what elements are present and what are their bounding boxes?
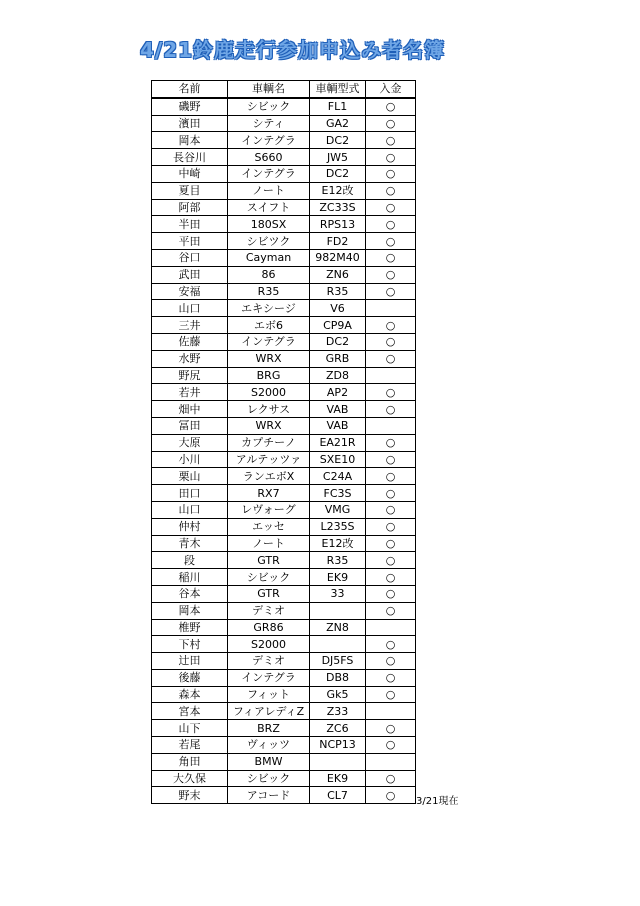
cell-name: 磯野 <box>152 98 228 115</box>
cell-car: ヴィッツ <box>228 737 310 754</box>
table-row <box>152 518 416 535</box>
cell-model: RPS13 <box>310 216 366 233</box>
cell-name: 夏目 <box>152 182 228 199</box>
table-row <box>152 636 416 653</box>
table-row <box>152 703 416 720</box>
cell-paid: ○ <box>366 401 416 418</box>
cell-model: E12改 <box>310 535 366 552</box>
cell-paid: ○ <box>366 216 416 233</box>
page-title: 4/21鈴鹿走行参加申込み者名簿 <box>140 38 446 62</box>
table-row <box>152 552 416 569</box>
cell-paid: ○ <box>366 787 416 804</box>
cell-name: 長谷川 <box>152 149 228 166</box>
cell-model: EK9 <box>310 569 366 586</box>
cell-model: DJ5FS <box>310 653 366 670</box>
cell-paid: ○ <box>366 317 416 334</box>
cell-name: 若尾 <box>152 737 228 754</box>
cell-name: 辻田 <box>152 653 228 670</box>
cell-car: インテグラ <box>228 132 310 149</box>
cell-model: 982M40 <box>310 249 366 266</box>
table-row <box>152 165 416 182</box>
cell-paid: ○ <box>366 350 416 367</box>
table-row <box>152 249 416 266</box>
cell-name: 岡本 <box>152 602 228 619</box>
table-row <box>152 602 416 619</box>
cell-paid: ○ <box>366 249 416 266</box>
cell-name: 小川 <box>152 451 228 468</box>
table-row <box>152 132 416 149</box>
cell-paid <box>366 300 416 317</box>
cell-model: E12改 <box>310 182 366 199</box>
cell-model: FD2 <box>310 233 366 250</box>
as-of-note: 3/21現在 <box>416 796 459 807</box>
table-row <box>152 720 416 737</box>
table-row <box>152 468 416 485</box>
table-row <box>152 434 416 451</box>
cell-car: エキシージ <box>228 300 310 317</box>
cell-car: S660 <box>228 149 310 166</box>
cell-paid: ○ <box>366 98 416 115</box>
cell-model: ZN6 <box>310 266 366 283</box>
cell-name: 水野 <box>152 350 228 367</box>
cell-car: シビック <box>228 770 310 787</box>
cell-paid: ○ <box>366 737 416 754</box>
cell-model: ZC6 <box>310 720 366 737</box>
cell-paid: ○ <box>366 669 416 686</box>
cell-paid: ○ <box>366 653 416 670</box>
cell-model: FC3S <box>310 485 366 502</box>
header-name: 名前 <box>152 81 228 98</box>
cell-car: GTR <box>228 585 310 602</box>
cell-car: アコード <box>228 787 310 804</box>
cell-name: 山口 <box>152 300 228 317</box>
cell-paid <box>366 703 416 720</box>
cell-name: 中崎 <box>152 165 228 182</box>
cell-car: BMW <box>228 753 310 770</box>
table-row <box>152 384 416 401</box>
cell-paid: ○ <box>366 686 416 703</box>
cell-name: 椎野 <box>152 619 228 636</box>
cell-name: 佐藤 <box>152 333 228 350</box>
cell-paid: ○ <box>366 233 416 250</box>
cell-name: 仲村 <box>152 518 228 535</box>
cell-paid <box>366 367 416 384</box>
cell-name: 森本 <box>152 686 228 703</box>
cell-model: Z33 <box>310 703 366 720</box>
cell-name: 冨田 <box>152 417 228 434</box>
table-row <box>152 300 416 317</box>
cell-paid: ○ <box>366 165 416 182</box>
cell-paid: ○ <box>366 266 416 283</box>
table-row <box>152 367 416 384</box>
cell-model: C24A <box>310 468 366 485</box>
cell-model: VMG <box>310 501 366 518</box>
header-car: 車輌名 <box>228 81 310 98</box>
cell-model: VAB <box>310 401 366 418</box>
cell-model: 33 <box>310 585 366 602</box>
cell-model: R35 <box>310 283 366 300</box>
table-row <box>152 770 416 787</box>
cell-car: スイフト <box>228 199 310 216</box>
cell-model: ZC33S <box>310 199 366 216</box>
cell-car: カプチーノ <box>228 434 310 451</box>
cell-car: レヴォーグ <box>228 501 310 518</box>
table-row <box>152 569 416 586</box>
cell-name: 山下 <box>152 720 228 737</box>
table-row <box>152 619 416 636</box>
cell-car: BRZ <box>228 720 310 737</box>
cell-car: エッセ <box>228 518 310 535</box>
cell-name: 武田 <box>152 266 228 283</box>
cell-car: R35 <box>228 283 310 300</box>
table-row <box>152 283 416 300</box>
cell-car: S2000 <box>228 636 310 653</box>
cell-paid: ○ <box>366 333 416 350</box>
cell-paid: ○ <box>366 182 416 199</box>
cell-name: 平田 <box>152 233 228 250</box>
cell-car: デミオ <box>228 653 310 670</box>
cell-name: 谷本 <box>152 585 228 602</box>
cell-name: 野尻 <box>152 367 228 384</box>
cell-paid: ○ <box>366 384 416 401</box>
cell-name: 下村 <box>152 636 228 653</box>
cell-car: RX7 <box>228 485 310 502</box>
cell-name: 阿部 <box>152 199 228 216</box>
cell-car: GTR <box>228 552 310 569</box>
header-paid: 入金 <box>366 81 416 98</box>
cell-name: 稲川 <box>152 569 228 586</box>
cell-car: BRG <box>228 367 310 384</box>
cell-paid <box>366 753 416 770</box>
cell-name: 大久保 <box>152 770 228 787</box>
cell-name: 角田 <box>152 753 228 770</box>
cell-paid: ○ <box>366 602 416 619</box>
cell-car: レクサス <box>228 401 310 418</box>
cell-model: EK9 <box>310 770 366 787</box>
cell-car: 180SX <box>228 216 310 233</box>
cell-paid: ○ <box>366 115 416 132</box>
table-row <box>152 115 416 132</box>
header-row <box>152 81 416 98</box>
cell-car: デミオ <box>228 602 310 619</box>
cell-model: L235S <box>310 518 366 535</box>
cell-name: 安福 <box>152 283 228 300</box>
cell-paid: ○ <box>366 149 416 166</box>
table-row <box>152 98 416 115</box>
cell-car: シビック <box>228 98 310 115</box>
cell-car: インテグラ <box>228 669 310 686</box>
cell-name: 田口 <box>152 485 228 502</box>
table-row <box>152 787 416 804</box>
table-row <box>152 216 416 233</box>
table-row <box>152 737 416 754</box>
cell-car: エボ6 <box>228 317 310 334</box>
table-row <box>152 233 416 250</box>
cell-paid: ○ <box>366 636 416 653</box>
cell-model <box>310 636 366 653</box>
cell-name: 若井 <box>152 384 228 401</box>
table-row <box>152 401 416 418</box>
table-row <box>152 199 416 216</box>
cell-name: 宮本 <box>152 703 228 720</box>
cell-car: シビツク <box>228 233 310 250</box>
cell-paid: ○ <box>366 552 416 569</box>
cell-model: DC2 <box>310 333 366 350</box>
cell-model: R35 <box>310 552 366 569</box>
table-row <box>152 417 416 434</box>
cell-model: ZD8 <box>310 367 366 384</box>
cell-name: 畑中 <box>152 401 228 418</box>
cell-paid: ○ <box>366 770 416 787</box>
cell-model: AP2 <box>310 384 366 401</box>
cell-car: S2000 <box>228 384 310 401</box>
cell-model: FL1 <box>310 98 366 115</box>
cell-name: 岡本 <box>152 132 228 149</box>
cell-car: インテグラ <box>228 165 310 182</box>
table-row <box>152 535 416 552</box>
cell-paid: ○ <box>366 535 416 552</box>
cell-model: V6 <box>310 300 366 317</box>
cell-car: ノート <box>228 535 310 552</box>
table-row <box>152 182 416 199</box>
cell-paid: ○ <box>366 434 416 451</box>
table-row <box>152 669 416 686</box>
cell-car: ノート <box>228 182 310 199</box>
cell-name: 段 <box>152 552 228 569</box>
cell-model: CP9A <box>310 317 366 334</box>
cell-name: 山口 <box>152 501 228 518</box>
cell-car: フィアレディZ <box>228 703 310 720</box>
table-row <box>152 317 416 334</box>
table-row <box>152 501 416 518</box>
cell-car: アルテッツァ <box>228 451 310 468</box>
table-row <box>152 266 416 283</box>
participant-table <box>151 80 416 804</box>
cell-paid: ○ <box>366 199 416 216</box>
cell-car: フィット <box>228 686 310 703</box>
cell-paid: ○ <box>366 501 416 518</box>
cell-model: JW5 <box>310 149 366 166</box>
cell-paid: ○ <box>366 569 416 586</box>
table-row <box>152 149 416 166</box>
cell-paid: ○ <box>366 518 416 535</box>
cell-car: シティ <box>228 115 310 132</box>
cell-paid: ○ <box>366 468 416 485</box>
cell-name: 半田 <box>152 216 228 233</box>
header-model: 車輌型式 <box>310 81 366 98</box>
cell-model: SXE10 <box>310 451 366 468</box>
cell-model: DC2 <box>310 132 366 149</box>
cell-car: インテグラ <box>228 333 310 350</box>
cell-paid <box>366 619 416 636</box>
cell-name: 大原 <box>152 434 228 451</box>
cell-car: ランエボX <box>228 468 310 485</box>
cell-car: 86 <box>228 266 310 283</box>
cell-model <box>310 602 366 619</box>
cell-paid: ○ <box>366 485 416 502</box>
cell-paid: ○ <box>366 720 416 737</box>
table-row <box>152 333 416 350</box>
table-row <box>152 686 416 703</box>
cell-name: 谷口 <box>152 249 228 266</box>
cell-car: シビック <box>228 569 310 586</box>
table-row <box>152 585 416 602</box>
cell-paid: ○ <box>366 132 416 149</box>
cell-paid: ○ <box>366 451 416 468</box>
cell-paid: ○ <box>366 283 416 300</box>
cell-model: CL7 <box>310 787 366 804</box>
cell-model: NCP13 <box>310 737 366 754</box>
cell-name: 後藤 <box>152 669 228 686</box>
cell-car: GR86 <box>228 619 310 636</box>
cell-paid: ○ <box>366 585 416 602</box>
cell-name: 野末 <box>152 787 228 804</box>
cell-car: Cayman <box>228 249 310 266</box>
cell-name: 濱田 <box>152 115 228 132</box>
cell-paid <box>366 417 416 434</box>
cell-car: WRX <box>228 417 310 434</box>
cell-name: 三井 <box>152 317 228 334</box>
cell-model: VAB <box>310 417 366 434</box>
cell-model: GRB <box>310 350 366 367</box>
cell-car: WRX <box>228 350 310 367</box>
cell-model: DB8 <box>310 669 366 686</box>
cell-model <box>310 753 366 770</box>
cell-model: EA21R <box>310 434 366 451</box>
table-row <box>152 350 416 367</box>
cell-name: 青木 <box>152 535 228 552</box>
cell-model: GA2 <box>310 115 366 132</box>
cell-model: ZN8 <box>310 619 366 636</box>
cell-model: DC2 <box>310 165 366 182</box>
table-row <box>152 653 416 670</box>
table-row <box>152 451 416 468</box>
cell-name: 栗山 <box>152 468 228 485</box>
table-row <box>152 753 416 770</box>
table-row <box>152 485 416 502</box>
cell-model: Gk5 <box>310 686 366 703</box>
